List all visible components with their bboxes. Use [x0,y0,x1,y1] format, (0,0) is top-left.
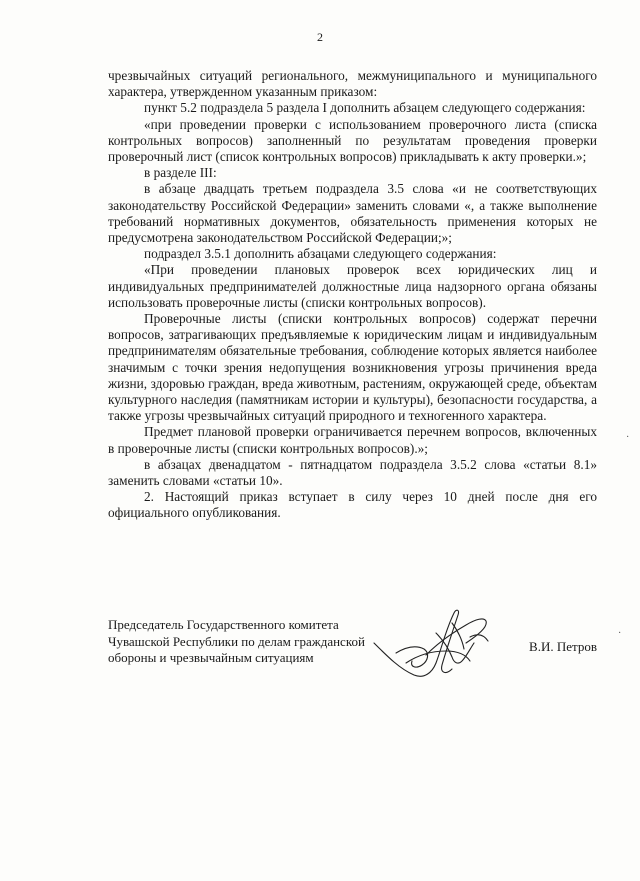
page-number: 2 [317,30,323,44]
signatory-name: В.И. Петров [529,639,597,654]
signatory-title [108,617,408,667]
paragraph: пункт 5.2 подраздела 5 раздела I дополнить абзацем следующего содержания: [144,100,586,116]
handwritten-signature [366,603,496,689]
paragraph: Проверочные листы (списки контрольных вопросов) содержат перечни вопросов, затрагивающих предъявляемые к юридическим лицам и индивидуальным предпринимателям обязательные требования, соблюдение которых является наиболее значимым с точки зрения недопущения возникновения угрозы причинения вреда жизни, здоровью граждан, вреда животным, растениям, окружающей среде, объектам культурного наследия (памятникам истории и культуры), безопасности государства, а также угрозы чрезвычайных ситуаций природного и техногенного характера. [108,311,597,424]
paragraph: в абзаце двадцать третьем подраздела 3.5 слова «и не соответствующих законодательству Российской Федерации» заменить словами «, а также выполнение требований нормативных документов, обязательность применения которых не предусмотрена законодательством Российской Федерации;»; [108,181,597,246]
signature-block [108,617,597,681]
paragraph: 2. Настоящий приказ вступает в силу через 10 дней после дня его официального опубликования. [108,489,597,521]
scan-mark: · [618,628,622,639]
signatory-title-line: Чувашской Республики по делам гражданской [108,633,365,649]
document-body [108,68,597,522]
scan-mark: · [626,432,630,443]
signatory-title-line: Председатель Государственного комитета [108,617,339,632]
paragraph: «При проведении плановых проверок всех юридических лиц и индивидуальных предпринимателей должностные лица надзорного органа обязаны использовать проверочные листы (списки контрольных вопросов). [108,262,597,310]
paragraph: в разделе III: [144,165,217,181]
paragraph: Предмет плановой проверки ограничивается перечнем вопросов, включенных в проверочные листы (списки контрольных вопросов).»; [108,424,597,456]
paragraph: чрезвычайных ситуаций регионального, межмуниципального и муниципального характера, утвержденном указанным приказом: [108,68,597,100]
paragraph: подраздел 3.5.1 дополнить абзацами следующего содержания: [144,246,497,262]
paragraph: «при проведении проверки с использованием проверочного листа (списка контрольных вопросов) заполненный по результатам проведения проверки проверочный лист (список контрольных вопросов) прикладывать к акту проверки.»; [108,116,597,165]
signatory-title-line: обороны и чрезвычайным ситуациям [108,650,314,665]
paragraph: в абзацах двенадцатом - пятнадцатом подраздела 3.5.2 слова «статьи 8.1» заменить словами «статьи 10». [108,456,597,489]
